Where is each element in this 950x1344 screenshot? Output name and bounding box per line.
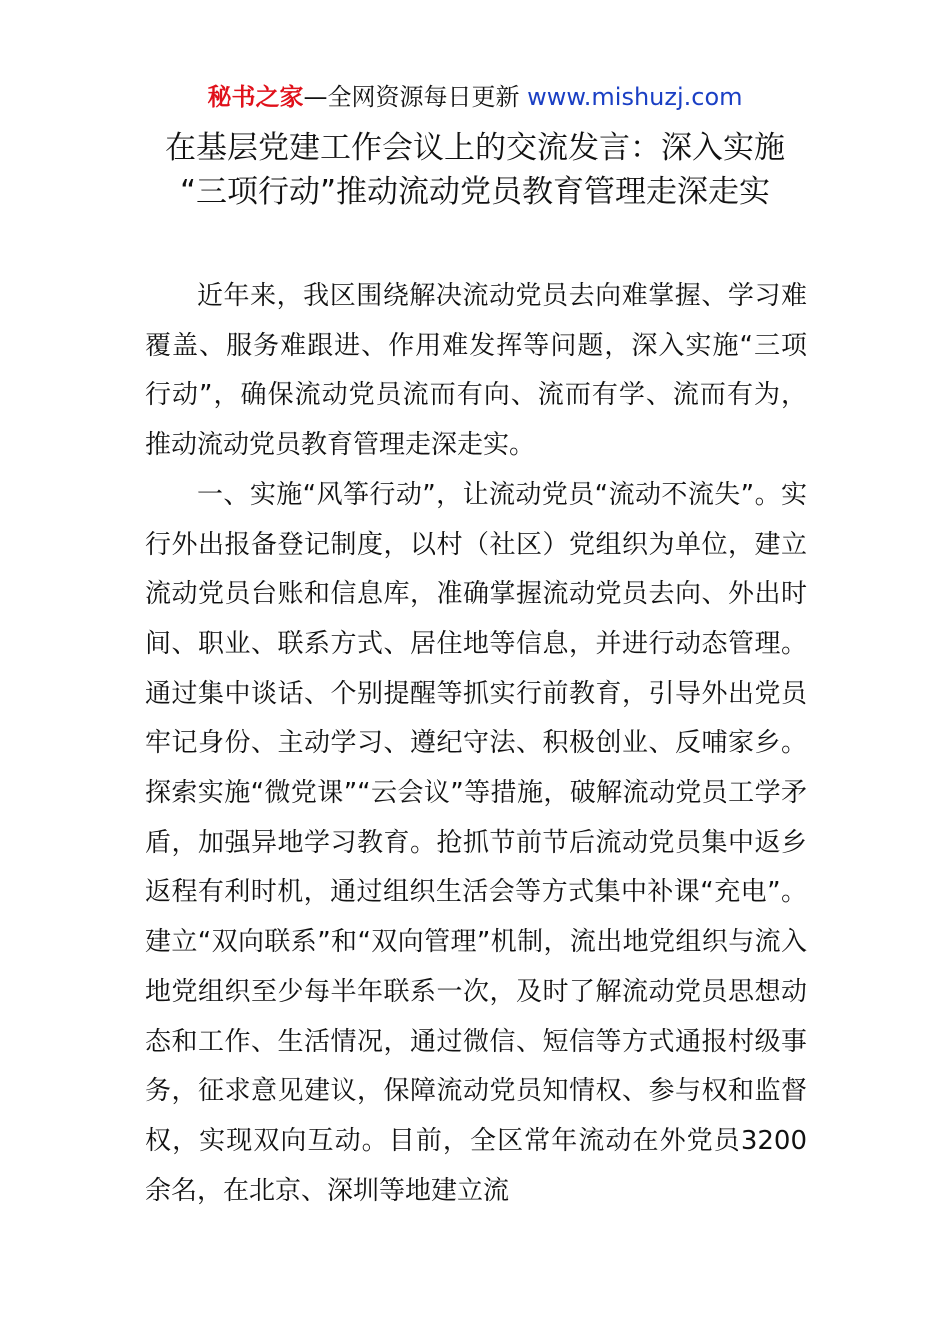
- title-line-1: 在基层党建工作会议上的交流发言：深入实施: [165, 130, 785, 166]
- website-link[interactable]: www.mishuzj.com: [527, 83, 743, 111]
- site-header: [0, 80, 950, 114]
- header-tagline: —全网资源每日更新: [303, 83, 520, 111]
- document-body: [145, 272, 807, 1216]
- paragraph-section-1: 一、实施“风筝行动”，让流动党员“流动不流失”。实行外出报备登记制度，以村（社区）党组织为单位，建立流动党员台账和信息库，准确掌握流动党员去向、外出时间、职业、联系方式、居住地等信息，并进行动态管理。通过集中谈话、个别提醒等抓实行前教育，引导外出党员牢记身份、主动学习、遵纪守法、积极创业、反哺家乡。探索实施“微党课”“云会议”等措施，破解流动党员工学矛盾，加强异地学习教育。抢抓节前节后流动党员集中返乡返程有利时机，通过组织生活会等方式集中补课“充电”。建立“双向联系”和“双向管理”机制，流出地党组织与流入地党组织至少每半年联系一次，及时了解流动党员思想动态和工作、生活情况，通过微信、短信等方式通报村级事务，征求意见建议，保障流动党员知情权、参与权和监督权，实现双向互动。目前，全区常年流动在外党员3200余名，在北京、深圳等地建立流: [145, 479, 807, 1206]
- paragraph-intro: 近年来，我区围绕解决流动党员去向难掌握、学习难覆盖、服务难跟进、作用难发挥等问题，深入实施“三项行动”，确保流动党员流而有向、流而有学、流而有为，推动流动党员教育管理走深走实。: [145, 281, 807, 461]
- document-title: [0, 126, 950, 214]
- brand-name: 秘书之家: [207, 83, 304, 111]
- title-line-2: “三项行动”推动流动党员教育管理走深走实: [179, 174, 771, 210]
